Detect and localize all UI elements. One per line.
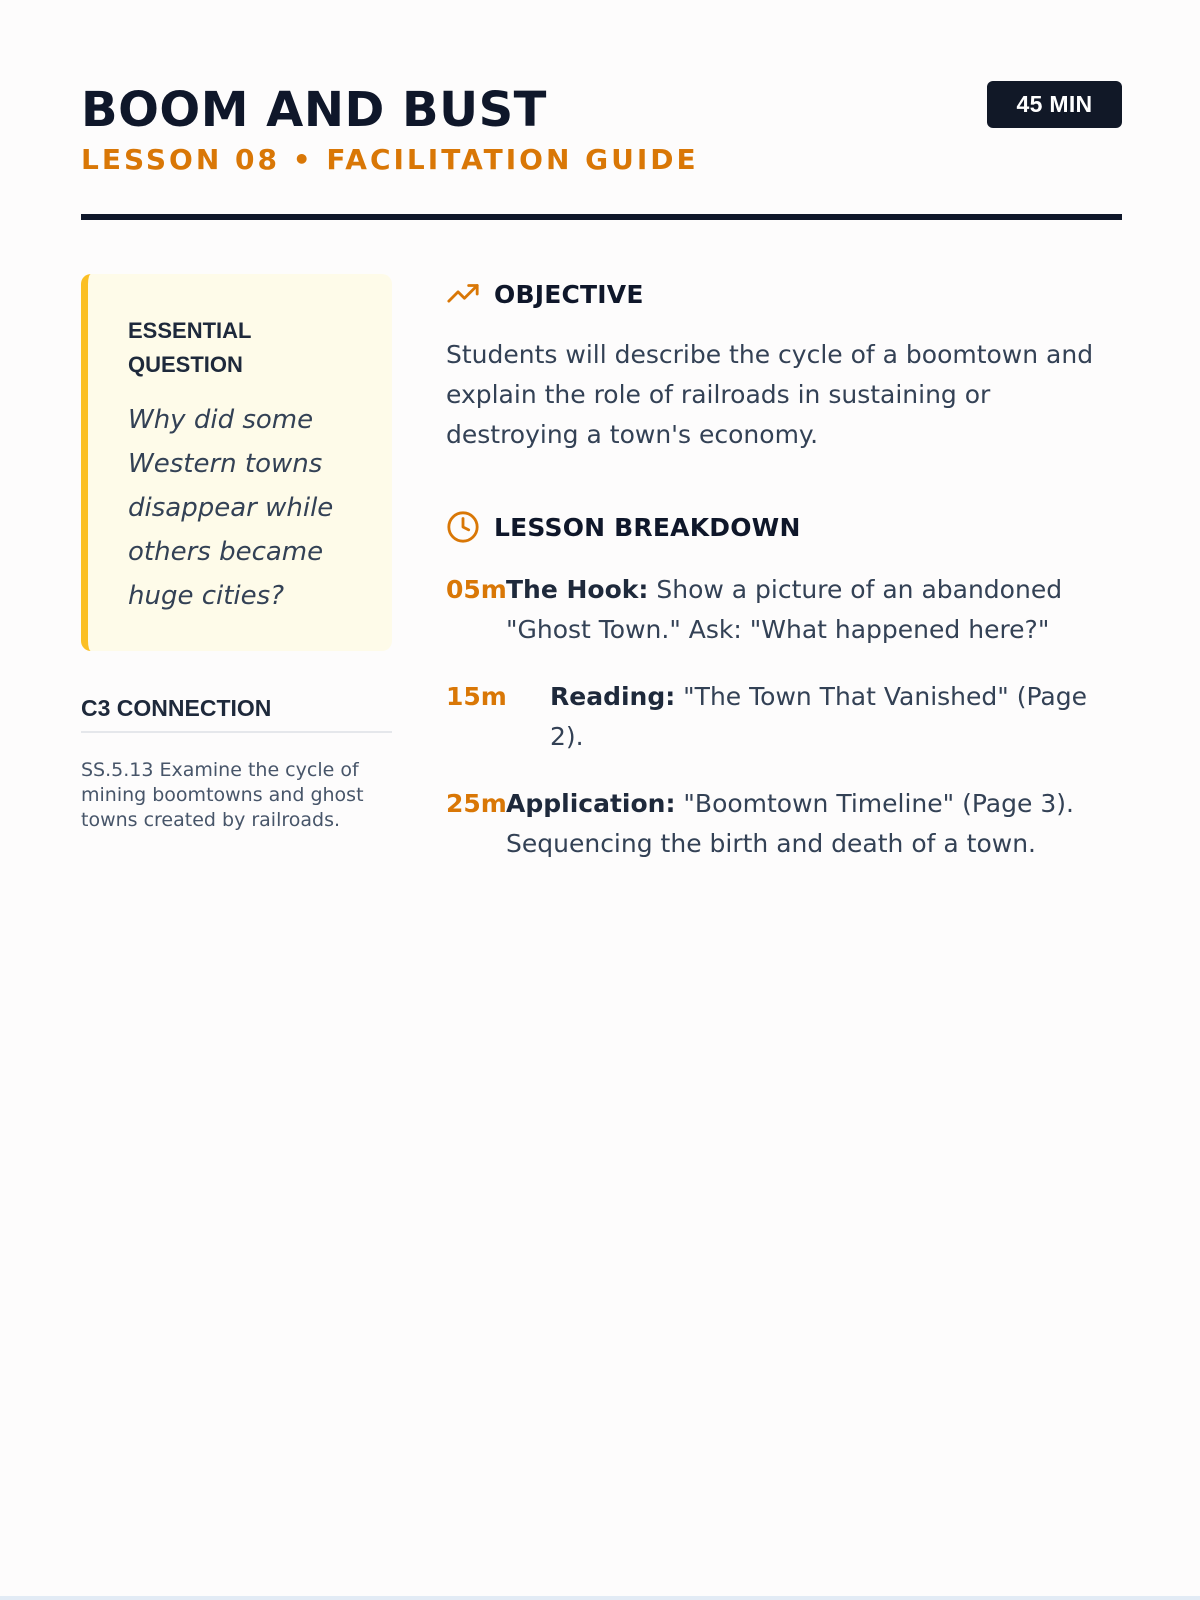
- breakdown-lead: The Hook:: [506, 575, 649, 604]
- breakdown-desc: [506, 570, 1122, 650]
- breakdown-item-application: [446, 784, 1122, 864]
- objective-heading: [446, 277, 644, 311]
- essential-question-label: ESSENTIAL QUESTION: [128, 318, 252, 377]
- essential-question-text: Why did some Western towns disappear while others became huge cities?: [128, 405, 334, 611]
- breakdown-lead: Application:: [506, 789, 676, 818]
- essential-question-card: [81, 274, 392, 651]
- breakdown-item-hook: [446, 570, 1122, 650]
- breakdown-time: 05m: [446, 575, 507, 604]
- trending-up-icon: [446, 277, 480, 311]
- breakdown-text: "The Town That Vanished" (Page 2).: [550, 682, 1087, 751]
- breakdown-heading-text: LESSON BREAKDOWN: [494, 512, 801, 542]
- breakdown-desc: [550, 677, 1122, 757]
- page-subtitle: LESSON 08 • FACILITATION GUIDE: [81, 143, 699, 176]
- duration-badge: 45 MIN: [987, 81, 1122, 128]
- objective-text: Students will describe the cycle of a boomtown and explain the role of railroads in sustaining or destroying a town's economy.: [446, 340, 1094, 449]
- breakdown-item-reading: [446, 677, 1122, 757]
- breakdown-heading: [446, 510, 801, 544]
- page-header: [81, 78, 1122, 178]
- objective-heading-text: OBJECTIVE: [494, 279, 644, 309]
- c3-divider: [81, 731, 392, 733]
- breakdown-list: [446, 570, 1122, 891]
- breakdown-time: 15m: [446, 682, 507, 711]
- bottom-strip: [0, 1596, 1200, 1600]
- page-title: BOOM AND BUST: [81, 82, 547, 138]
- c3-connection-text: SS.5.13 Examine the cycle of mining boomtowns and ghost towns created by railroads.: [81, 759, 364, 831]
- c3-connection-label: C3 CONNECTION: [81, 695, 272, 721]
- clock-icon: [446, 510, 480, 544]
- breakdown-text: Show a picture of an abandoned "Ghost Town." Ask: "What happened here?": [506, 575, 1063, 644]
- breakdown-lead: Reading:: [550, 682, 676, 711]
- header-divider: [81, 214, 1122, 220]
- breakdown-time: 25m: [446, 789, 507, 818]
- breakdown-text: "Boomtown Timeline" (Page 3). Sequencing the birth and death of a town.: [506, 789, 1074, 858]
- breakdown-desc: [506, 784, 1122, 864]
